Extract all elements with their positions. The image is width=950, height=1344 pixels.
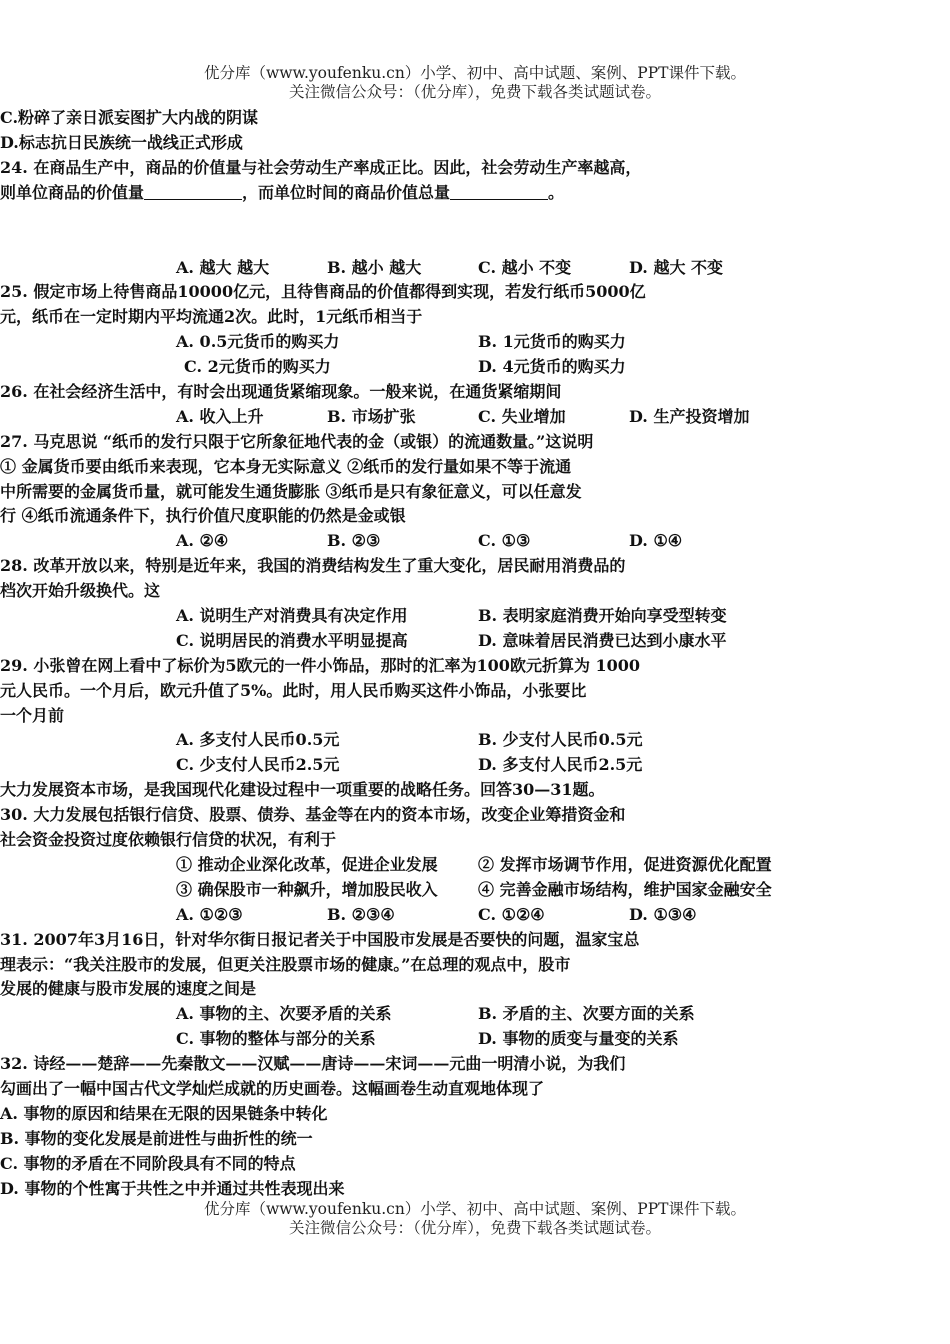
q28-option-a: A. 说明生产对消费具有决定作用 [176, 606, 408, 626]
q26-options [0, 405, 950, 430]
q24-stem-line-1: 24. 在商品生产中，商品的价值量与社会劳动生产率成正比。因此，社会劳动生产率越高， [0, 157, 642, 177]
q29-option-d: D. 多支付人民币2.5元 [478, 755, 643, 775]
page-footer [0, 1200, 950, 1238]
q32-stem-line-1: 32. 诗经——楚辞——先秦散文——汉赋——唐诗——宋词——元曲一明清小说，为我们 [0, 1054, 626, 1074]
q26-option-a: A. 收入上升 [176, 406, 264, 426]
q23-option-d: D.标志抗日民族统一战线正式形成 [0, 132, 243, 152]
q30-items-row-2 [0, 878, 950, 903]
q29-stem-line-1: 29. 小张曾在网上看中了标价为5欧元的一件小饰品，那时的汇率为100欧元折算为 1000 [0, 655, 641, 675]
q30-item-1: ① 推动企业深化改革，促进企业发展 [176, 854, 438, 874]
q31-option-c: C. 事物的整体与部分的关系 [176, 1029, 376, 1049]
q28-option-b: B. 表明家庭消费开始向享受型转变 [478, 606, 727, 626]
q30-option-c: C. ①②④ [478, 904, 545, 924]
header-line-2: 关注微信公众号：（优分库），免费下载各类试题试卷。 [288, 83, 661, 101]
q29-stem-line-3: 一个月前 [0, 705, 65, 725]
footer-line-1: 优分库（www.youfenku.cn）小学、初中、高中试题、案例、PPT课件下载。 [203, 1200, 747, 1218]
q24-option-c: C. 越小 不变 [478, 257, 572, 277]
q27-options [0, 529, 950, 554]
q27-stem-line-3: 中所需要的金属货币量，就可能发生通货膨胀 ③纸币是只有象征意义，可以任意发 [0, 481, 582, 501]
q31-stem-line-1: 31. 2007年3月16日，针对华尔街日报记者关于中国股市发展是否要快的问题，温家宝总 [0, 929, 640, 949]
q32-option-a: A. 事物的原因和结果在无限的因果链条中转化 [0, 1103, 328, 1123]
q24-option-a: A. 越大 越大 [176, 257, 270, 277]
q26-stem-line-1: 26. 在社会经济生活中，有时会出现通货紧缩现象。一般来说，在通货紧缩期间 [0, 382, 562, 402]
q30-stem-line-1: 30. 大力发展包括银行信贷、股票、债券、基金等在内的资本市场，改变企业筹措资金和 [0, 805, 626, 825]
q27-option-d: D. ①④ [629, 531, 683, 551]
q30-option-d: D. ①③④ [629, 904, 697, 924]
q28-stem-line-2: 档次开始升级换代。这 [0, 581, 161, 601]
q31-option-a: A. 事物的主、次要矛盾的关系 [176, 1004, 392, 1024]
question-list [0, 106, 950, 1201]
q30-items-row-1 [0, 853, 950, 878]
q29-options-row-1 [0, 728, 950, 753]
q25-option-c: C. 2元货币的购买力 [184, 357, 331, 377]
q30-option-b: B. ②③④ [327, 904, 395, 924]
q30-item-2: ② 发挥市场调节作用，促进资源优化配置 [478, 854, 772, 874]
q26-option-d: D. 生产投资增加 [629, 406, 750, 426]
q29-stem-line-2: 元人民币。一个月后，欧元升值了5%。此时，用人民币购买这件小饰品，小张要比 [0, 680, 587, 700]
q27-stem-line-2: ① 金属货币要由纸币来表现，它本身无实际意义 ②纸币的发行量如果不等于流通 [0, 456, 572, 476]
q30-item-4: ④ 完善金融市场结构，维护国家金融安全 [478, 879, 772, 899]
q27-option-b: B. ②③ [327, 531, 381, 551]
q27-stem-line-4: 行 ④纸币流通条件下，执行价值尺度职能的仍然是金或银 [0, 506, 406, 526]
q25-options-row-2 [0, 355, 950, 380]
q32-option-d: D. 事物的个性寓于共性之中并通过共性表现出来 [0, 1178, 345, 1198]
q31-stem-line-3: 发展的健康与股市发展的速度之间是 [0, 979, 257, 999]
q24-options [0, 256, 950, 281]
q29-option-a: A. 多支付人民币0.5元 [176, 730, 340, 750]
q31-options-row-1 [0, 1002, 950, 1027]
q25-option-d: D. 4元货币的购买力 [478, 357, 626, 377]
page-header [0, 64, 950, 102]
q27-stem-line-1: 27. 马克思说 “纸币的发行只限于它所象征地代表的金（或银）的流通数量。”这说明 [0, 431, 594, 451]
q29-option-c: C. 少支付人民币2.5元 [176, 755, 340, 775]
q31-option-b: B. 矛盾的主、次要方面的关系 [478, 1004, 695, 1024]
q29-option-b: B. 少支付人民币0.5元 [478, 730, 643, 750]
q26-option-b: B. 市场扩张 [327, 406, 416, 426]
q25-options-row-1 [0, 330, 950, 355]
q31-options-row-2 [0, 1027, 950, 1052]
q24-blank-1 [144, 183, 242, 200]
q24-blank-2 [450, 183, 548, 200]
q30-stem-line-2: 社会资金投资过度依赖银行信贷的状况，有利于 [0, 830, 337, 850]
q25-stem-line-2: 元，纸币在一定时期内平均流通2次。此时，1元纸币相当于 [0, 307, 423, 327]
q31-stem-line-2: 理表示：“我关注股市的发展，但更关注股票市场的健康。”在总理的观点中，股市 [0, 954, 571, 974]
q27-option-a: A. ②④ [176, 531, 229, 551]
q23-option-c: C.粉碎了亲日派妄图扩大内战的阴谋 [0, 108, 259, 127]
q25-option-b: B. 1元货币的购买力 [478, 332, 626, 352]
q32-option-b: B. 事物的变化发展是前进性与曲折性的统一 [0, 1128, 313, 1148]
q30-option-a: A. ①②③ [176, 904, 243, 924]
intro-30-31: 大力发展资本市场，是我国现代化建设过程中一项重要的战略任务。回答30—31题。 [0, 780, 605, 800]
q30-item-3: ③ 确保股市一种飙升，增加股民收入 [176, 879, 438, 899]
q30-options [0, 903, 950, 928]
q31-option-d: D. 事物的质变与量变的关系 [478, 1029, 679, 1049]
q26-option-c: C. 失业增加 [478, 406, 566, 426]
q28-option-c: C. 说明居民的消费水平明显提高 [176, 630, 408, 650]
q28-stem-line-1: 28. 改革开放以来，特别是近年来，我国的消费结构发生了重大变化，居民耐用消费品的 [0, 556, 626, 576]
q24-option-d: D. 越大 不变 [629, 257, 724, 277]
q32-stem-line-2: 勾画出了一幅中国古代文学灿烂成就的历史画卷。这幅画卷生动直观地体现了 [0, 1078, 545, 1098]
q32-option-c: C. 事物的矛盾在不同阶段具有不同的特点 [0, 1153, 296, 1173]
footer-line-2: 关注微信公众号：（优分库），免费下载各类试题试卷。 [288, 1219, 661, 1237]
q25-option-a: A. 0.5元货币的购买力 [176, 332, 340, 352]
q28-options-row-2 [0, 629, 950, 654]
q28-option-d: D. 意味着居民消费已达到小康水平 [478, 630, 727, 650]
q24-option-b: B. 越小 越大 [327, 257, 422, 277]
q27-option-c: C. ①③ [478, 531, 531, 551]
q29-options-row-2 [0, 753, 950, 778]
q25-stem-line-1: 25. 假定市场上待售商品10000亿元，且待售商品的价值都得到实现，若发行纸币5000亿 [0, 282, 646, 302]
q24-stem-line-2: 则单位商品的价值量 ，而单位时间的商品价值总量 。 [0, 182, 565, 202]
q28-options-row-1 [0, 604, 950, 629]
header-line-1: 优分库（www.youfenku.cn）小学、初中、高中试题、案例、PPT课件下载。 [203, 64, 747, 82]
